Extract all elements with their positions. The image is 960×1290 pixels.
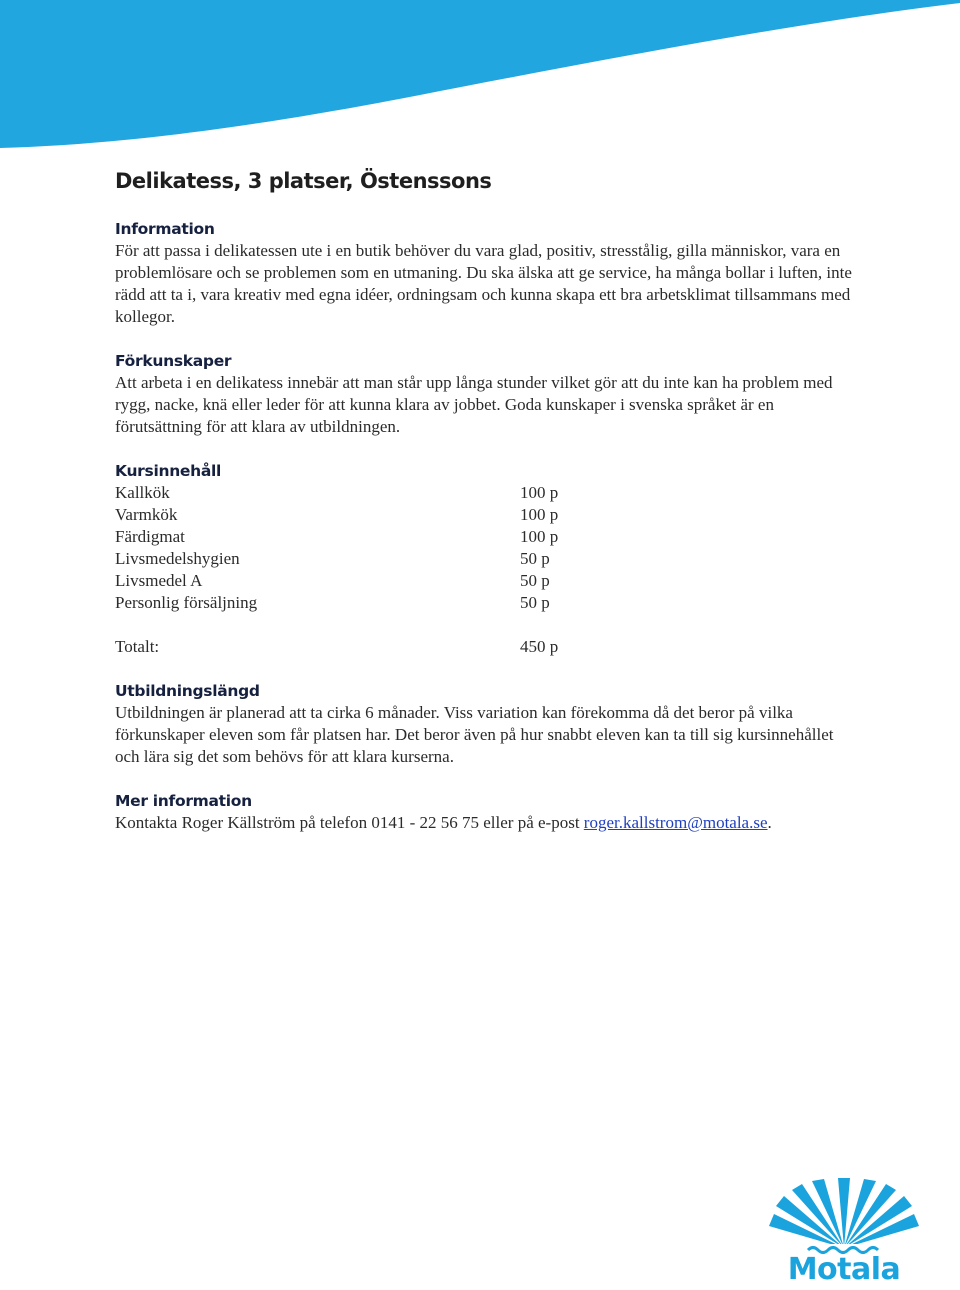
course-name: Varmkök [115,505,178,524]
motala-logo [766,1178,922,1290]
course-name: Personlig försäljning [115,593,258,612]
heading-more-info: Mer information [115,792,252,810]
course-points: 50 p [520,549,550,568]
document-body [115,166,855,856]
table-row [115,504,558,526]
table-spacer-row [115,614,558,636]
section-course-content [115,460,855,658]
course-points: 100 p [520,483,559,502]
section-more-info [115,790,855,834]
contact-text: Kontakta Roger Källström på telefon 0141 - 22 56 75 eller på e-post [115,813,584,832]
course-name: Kallkök [115,483,170,502]
prerequisites-text: Att arbeta i en delikatess innebär att man står upp långa stunder vilket gör att du inte kan ha problem med rygg, nacke, knä eller leder för att kunna klara av jobbet. Goda kunskaper i svenska språket är en förutsättning för att klara av utbildningen. [115,373,833,436]
duration-text: Utbildningen är planerad att ta cirka 6 månader. Viss variation kan förekomma då det beror på vilka förkunskaper eleven som får platsen har. Det beror även på hur snabbt eleven kan ta till sig kursinnehållet och lära sig det som behövs för att klara kurserna. [115,703,834,766]
contact-text-end: . [767,813,772,832]
section-duration [115,680,855,768]
course-name: Färdigmat [115,527,185,546]
information-text: För att passa i delikatessen ute i en butik behöver du vara glad, positiv, stresstålig, gilla människor, vara en problemlösare och se problemen som en utmaning. Du ska älska att ge service, ha många bollar i luften, inte rädd att ta i, vara kreativ med egna idéer, ordningsam och kunna skapa ett bra arbetsklimat tillsammans med kollegor. [115,241,852,326]
document-title: Delikatess, 3 platser, Östenssons [115,169,492,193]
top-wave-decoration [0,0,960,150]
course-table [115,482,558,658]
table-row [115,570,558,592]
section-information [115,218,855,328]
course-points: 100 p [520,505,559,524]
table-row [115,592,558,614]
heading-duration: Utbildningslängd [115,682,260,700]
table-row [115,482,558,504]
section-prerequisites [115,350,855,438]
logo-text: Motala [787,1252,901,1287]
course-points: 50 p [520,571,550,590]
course-name: Livsmedelshygien [115,549,240,568]
heading-course-content: Kursinnehåll [115,462,222,480]
more-info-text [115,812,855,834]
heading-prerequisites: Förkunskaper [115,352,232,370]
fan-icon [766,1178,922,1258]
heading-information: Information [115,220,215,238]
total-points: 450 p [520,637,559,656]
email-link[interactable]: roger.kallstrom@motala.se [583,813,768,832]
table-row [115,526,558,548]
table-row [115,548,558,570]
total-label: Totalt: [115,637,160,656]
course-name: Livsmedel A [115,571,203,590]
course-points: 50 p [520,593,550,612]
course-points: 100 p [520,527,559,546]
table-total-row [115,636,558,658]
